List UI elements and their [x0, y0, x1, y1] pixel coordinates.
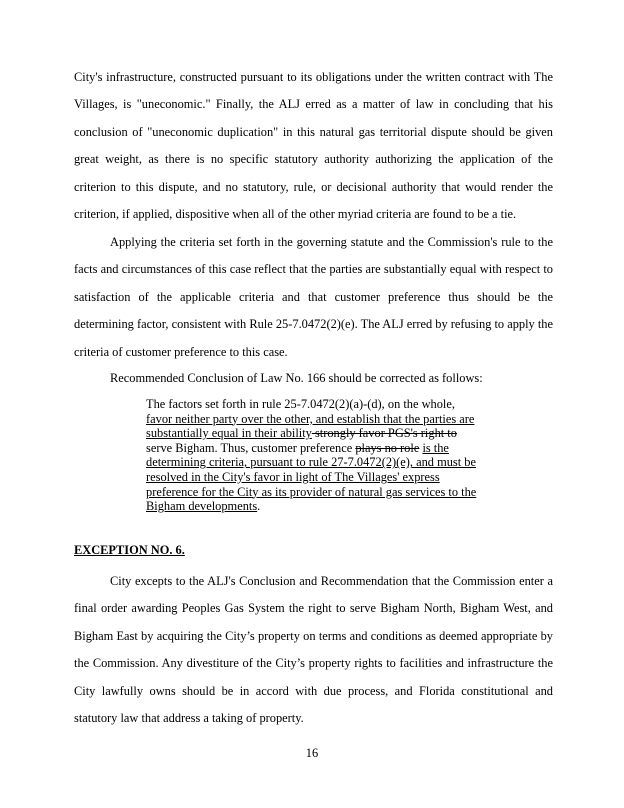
block-quote-text: . — [257, 499, 261, 514]
paragraph-uneconomic-duplication: City's infrastructure, constructed pursuant to its obligations under the written contract with The Villages, is "uneconomic." Finally, the ALJ erred as a matter of law in concluding that his conclusion of "uneconomic duplication" in this natural gas territorial dispute should be given great weight, as there is no specific statutory authority authorizing the application of the criterion to this dispute, and no statutory, rule, or decisional authority that would render the criterion, if applied, dispositive when all of the other myriad criteria are found to be a tie. — [74, 70, 553, 222]
paragraph-customer-preference: Applying the criteria set forth in the governing statute and the Commission's rule to the facts and circumstances of this case reflect that the parties are substantially equal with respect to satisfaction of the applicable criteria and that customer preference thus should be the determining factor, consistent with Rule 25-7.0472(2)(e). The ALJ erred by refusing to apply the criteria of customer preference to this case. — [74, 235, 553, 359]
exception-heading: EXCEPTION NO. 6. — [74, 543, 185, 557]
recommended-conclusion-line: Recommended Conclusion of Law No. 166 should be corrected as follows: — [110, 371, 483, 385]
paragraph-exception-six: City excepts to the ALJ's Conclusion and Recommendation that the Commission enter a final order awarding Peoples Gas System the right to serve Bigham North, Bigham West, and Bigham East by acquiring the City’s property on terms and conditions as deemed appropriate by the Commission. Any divestiture of the City’s property rights to facilities and infrastructure the City lawfully owns should be in accord with due process, and Florida constitutional and statutory law that address a taking of property. — [74, 574, 553, 726]
inserted-text: favor neither party over the other, and establish that the parties are substantially equal in their ability — [146, 411, 475, 441]
block-quote-amended-conclusion — [146, 397, 478, 514]
deleted-text: strongly favor PGS's right to — [311, 426, 457, 441]
block-quote-text: The factors set forth in rule 25-7.0472(2)(a)-(d), on the whole, — [146, 397, 455, 411]
page-number: 16 — [305, 746, 319, 760]
deleted-text: plays no role — [355, 440, 420, 455]
block-quote-text: serve Bigham. Thus, customer preference — [146, 440, 356, 455]
inserted-text: is the determining criteria, pursuant to rule 27-7.0472(2)(e), and must be resolved in the City's favor in light of The Villages' express preference for the City as its provider of natural gas services to the Bigham developments — [146, 440, 477, 514]
